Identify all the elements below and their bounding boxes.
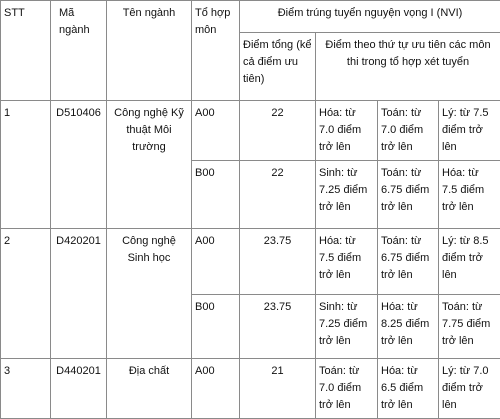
cell-to-hop: B00 — [192, 295, 240, 359]
cell-stt: 2 — [1, 229, 51, 359]
cell-priority-1: Sinh: từ 7.25 điểm trở lên — [316, 161, 378, 229]
cell-priority-2: Hóa: từ 8.25 điểm trở lên — [378, 295, 439, 359]
cell-priority-2: Toán: từ 7.0 điểm trở lên — [378, 101, 439, 161]
cell-priority-1: Hóa: từ 7.0 điểm trở lên — [316, 101, 378, 161]
cell-priority-3: Lý: từ 8.5 điểm trở lên — [439, 229, 500, 295]
cell-ma: D510406 — [51, 101, 107, 229]
cell-priority-1: Hóa: từ 7.5 điểm trở lên — [316, 229, 378, 295]
cell-diem: 22 — [240, 161, 316, 229]
cell-ma: D440201 — [51, 359, 107, 419]
cell-to-hop: A00 — [192, 359, 240, 419]
cell-ten: Địa chất — [107, 359, 192, 419]
cell-ten: Công nghệ Sinh học — [107, 229, 192, 359]
cell-priority-3: Lý: từ 7.5 điểm trở lên — [439, 101, 500, 161]
cell-priority-1: Toán: từ 7.0 điểm trở lên — [316, 359, 378, 419]
cell-ma: D420201 — [51, 229, 107, 359]
cell-priority-3: Hóa: từ 7.5 điểm trở lên — [439, 161, 500, 229]
table-row — [1, 229, 500, 295]
cell-diem: 23.75 — [240, 295, 316, 359]
cell-to-hop: A00 — [192, 101, 240, 161]
cell-diem: 22 — [240, 101, 316, 161]
cell-priority-2: Toán: từ 6.75 điểm trở lên — [378, 161, 439, 229]
cell-diem: 21 — [240, 359, 316, 419]
cell-priority-2: Toán: từ 6.75 điểm trở lên — [378, 229, 439, 295]
header-row-1 — [1, 1, 500, 33]
table-row — [1, 101, 500, 161]
cell-to-hop: B00 — [192, 161, 240, 229]
header-to-hop-mon: Tổ hợp môn — [192, 1, 240, 101]
header-ten-nganh: Tên ngành — [107, 1, 192, 101]
cell-ten: Công nghệ Kỹ thuật Môi trường — [107, 101, 192, 229]
cell-stt: 1 — [1, 101, 51, 229]
header-stt: STT — [1, 1, 51, 101]
header-diem-theo-thu-tu: Điểm theo thứ tự ưu tiên các môn thi trong tổ hợp xét tuyển — [316, 33, 500, 101]
header-diem-tong: Điểm tổng (kể cả điểm ưu tiên) — [240, 33, 316, 101]
cell-diem: 23.75 — [240, 229, 316, 295]
table-row — [1, 359, 500, 419]
cell-priority-3: Lý: từ 7.0 điểm trở lên — [439, 359, 500, 419]
header-diem-trung-tuyen: Điểm trúng tuyển nguyện vọng I (NVI) — [240, 1, 500, 33]
cell-to-hop: A00 — [192, 229, 240, 295]
cell-priority-3: Toán: từ 7.75 điểm trở lên — [439, 295, 500, 359]
cell-priority-2: Hóa: từ 6.5 điểm trở lên — [378, 359, 439, 419]
cell-priority-1: Sinh: từ 7.25 điểm trở lên — [316, 295, 378, 359]
header-ma-nganh: Mã ngành — [51, 1, 107, 101]
cell-stt: 3 — [1, 359, 51, 419]
